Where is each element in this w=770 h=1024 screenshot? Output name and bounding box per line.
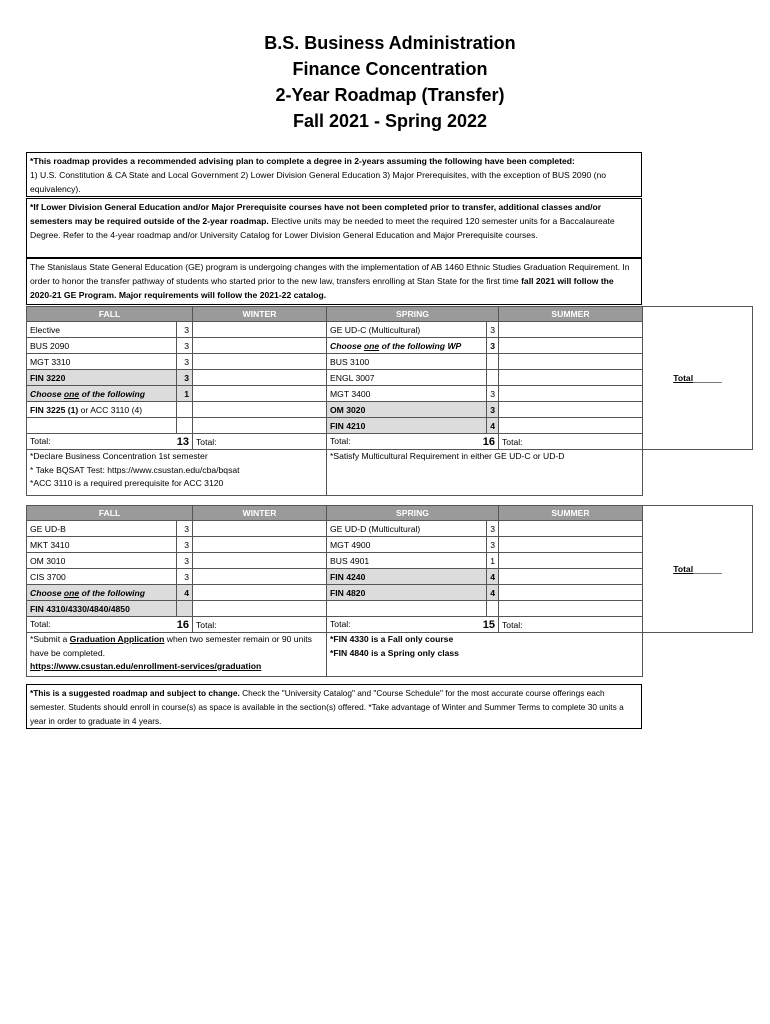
note3-text: The Stanislaus State General Education (GE) program is undergoing changes with the implementation of AB 1460 Ethnic Studies Graduation Requirement. In order to honor the transfer pathway of students who started prior to the new law, transfers enrolling at Stan State for the first time (30, 262, 630, 286)
course-cell: MGT 3400 (327, 386, 487, 402)
course-cell: FIN 4210 (327, 418, 487, 434)
choose-one-text: one (63, 388, 80, 399)
graduation-application-link[interactable]: Graduation Application (69, 634, 165, 644)
course-cell: BUS 4901 (327, 553, 487, 569)
spring-total-value: 16 (482, 435, 495, 448)
acc3110-text: or ACC 3110 (4) (78, 404, 143, 415)
course-cell: MGT 4900 (327, 537, 487, 553)
header-summer: SUMMER (499, 307, 643, 322)
units-cell: 3 (177, 521, 193, 537)
units-cell: 3 (487, 322, 499, 338)
header-fall: FALL (27, 506, 193, 521)
units-cell: 3 (487, 521, 499, 537)
spring-total-value: 15 (482, 618, 495, 631)
footer-bold: *This is a suggested roadmap and subject to change. (30, 688, 240, 698)
year2-spring-note-2: *FIN 4840 is a Spring only class (330, 647, 459, 658)
course-cell: FIN 3220 (27, 370, 177, 386)
footer-text: Check the "University Catalog" and "Course Schedule" for the most accurate course offerings each semester. Students should enroll in course(s) as space is available in the section(s) offered. *Take advantage of Winter and Summer Terms to complete 30 units a year in order to graduate in 4 years. (30, 688, 624, 726)
title-line-1: B.S. Business Administration (264, 33, 516, 53)
header-summer: SUMMER (499, 506, 643, 521)
winter-cell (193, 585, 327, 601)
units-cell: 3 (487, 338, 499, 354)
choose-text: Choose (30, 587, 62, 598)
title-line-2: Finance Concentration (292, 59, 488, 79)
units-cell (177, 418, 193, 434)
year1-spring-note-1: *Satisfy Multicultural Requirement in either GE UD-C or UD-D (330, 451, 565, 461)
summer-cell (499, 386, 643, 402)
year1-fall-note-1: *Declare Business Concentration 1st semester (30, 451, 208, 461)
summer-cell (499, 601, 643, 617)
page-title (0, 30, 770, 134)
fall-total-value: 13 (176, 435, 189, 448)
summer-cell (499, 537, 643, 553)
winter-cell (193, 354, 327, 370)
spring-total-row (327, 617, 499, 633)
course-cell: BUS 2090 (27, 338, 177, 354)
year1-total-cell: Total______ (643, 307, 753, 450)
header-winter: WINTER (193, 506, 327, 521)
course-cell: MKT 3410 (27, 537, 177, 553)
choose-text: Choose (330, 340, 362, 351)
units-cell: 3 (177, 338, 193, 354)
units-cell: 3 (177, 537, 193, 553)
title-line-4: Fall 2021 - Spring 2022 (292, 111, 488, 131)
year2-spring-note-1: *FIN 4330 is a Fall only course (330, 634, 454, 644)
units-cell (487, 601, 499, 617)
summer-cell (499, 354, 643, 370)
year2-table (26, 505, 753, 677)
summer-cell (499, 402, 643, 418)
note-prerequisites (26, 152, 642, 197)
fin3225-text: FIN 3225 (1) (30, 404, 79, 415)
course-cell: GE UD-C (Multicultural) (327, 322, 487, 338)
winter-cell (193, 553, 327, 569)
spring-total-label: Total: (330, 618, 351, 629)
choose-one-text: one (63, 587, 80, 598)
winter-cell (193, 402, 327, 418)
year2-total-cell: Total______ (643, 506, 753, 633)
course-cell: FIN 4240 (327, 569, 487, 585)
fall-total-value: 16 (176, 618, 189, 631)
note-additional-classes (26, 198, 642, 258)
note3-bold: fall 2021 will follow the 2020-21 GE Program. Major requirements will follow the 2021-22 catalog. (30, 276, 614, 300)
note2-bold: *If Lower Division General Education and/or Major Prerequisite courses have not been completed prior to transfer, additional classes and/or semesters may be required outside of the 2-year roadmap. (30, 202, 602, 226)
course-cell: ENGL 3007 (327, 370, 487, 386)
units-cell: 3 (177, 553, 193, 569)
units-cell: 3 (487, 386, 499, 402)
units-cell (487, 370, 499, 386)
units-cell: 3 (177, 354, 193, 370)
year2-total-label: Total (673, 564, 694, 574)
units-cell: 3 (177, 569, 193, 585)
course-cell: Elective (27, 322, 177, 338)
spring-total-label: Total: (330, 435, 351, 446)
year1-spring-notes (327, 450, 643, 496)
year1-fall-notes (27, 450, 327, 496)
units-cell: 4 (487, 585, 499, 601)
year1-fall-note-2: * Take BQSAT Test: https://www.csustan.edu/cba/bqsat (30, 464, 240, 475)
note-ge-program (26, 258, 642, 305)
course-cell: FIN 4310/4330/4840/4850 (27, 601, 177, 617)
footer-note (26, 684, 642, 729)
summer-total-label: Total: (499, 617, 643, 633)
year1-total-label: Total (673, 373, 694, 383)
choose-one-text: one (363, 340, 380, 351)
summer-cell (499, 585, 643, 601)
note1-text: 1) U.S. Constitution & CA State and Local Government 2) Lower Division General Education 3) Major Prerequisites, with the exception of BUS 2090 (no equivalency). (30, 170, 607, 194)
title-line-3: 2-Year Roadmap (Transfer) (275, 85, 505, 105)
choose-rest-text: of the following (79, 587, 146, 598)
winter-cell (193, 418, 327, 434)
fall-total-label: Total: (30, 618, 51, 629)
year2-fall-notes (27, 633, 327, 677)
winter-cell (193, 386, 327, 402)
summer-cell (499, 338, 643, 354)
choose-rest-text: of the following WP (379, 340, 462, 351)
winter-cell (193, 537, 327, 553)
units-cell: 3 (487, 402, 499, 418)
summer-cell (499, 370, 643, 386)
units-cell: 4 (177, 585, 193, 601)
course-cell: CIS 3700 (27, 569, 177, 585)
course-cell: MGT 3310 (27, 354, 177, 370)
units-cell: 1 (487, 553, 499, 569)
header-spring: SPRING (327, 506, 499, 521)
fall-total-label: Total: (30, 435, 51, 446)
winter-total-label: Total: (193, 617, 327, 633)
grad-note-post: when two semester remain or 90 units have be completed. (30, 634, 312, 658)
units-cell: 4 (487, 569, 499, 585)
course-cell: GE UD-D (Multicultural) (327, 521, 487, 537)
units-cell (177, 402, 193, 418)
course-cell (27, 386, 177, 402)
course-cell (327, 601, 487, 617)
summer-cell (499, 521, 643, 537)
course-cell: GE UD-B (27, 521, 177, 537)
summer-cell (499, 418, 643, 434)
year1-fall-note-3: *ACC 3110 is a required prerequisite for ACC 3120 (30, 478, 224, 488)
fall-total-row (27, 617, 193, 633)
course-cell: FIN 4820 (327, 585, 487, 601)
summer-total-label: Total: (499, 434, 643, 450)
header-fall: FALL (27, 307, 193, 322)
winter-cell (193, 521, 327, 537)
course-cell: OM 3020 (327, 402, 487, 418)
header-spring: SPRING (327, 307, 499, 322)
winter-cell (193, 370, 327, 386)
spring-total-row (327, 434, 499, 450)
graduation-url-link[interactable]: https://www.csustan.edu/enrollment-services/graduation (30, 661, 262, 671)
course-cell (27, 585, 177, 601)
header-winter: WINTER (193, 307, 327, 322)
choose-text: Choose (30, 388, 62, 399)
units-cell: 4 (487, 418, 499, 434)
units-cell: 3 (177, 322, 193, 338)
course-cell: BUS 3100 (327, 354, 487, 370)
course-cell (27, 402, 177, 418)
summer-cell (499, 553, 643, 569)
winter-cell (193, 569, 327, 585)
fall-total-row (27, 434, 193, 450)
units-cell: 3 (487, 537, 499, 553)
grad-note-pre: *Submit a (30, 634, 70, 644)
units-cell: 3 (177, 370, 193, 386)
choose-rest-text: of the following (79, 388, 146, 399)
units-cell: 1 (177, 386, 193, 402)
winter-cell (193, 601, 327, 617)
year1-table (26, 306, 753, 496)
winter-cell (193, 338, 327, 354)
units-cell (487, 354, 499, 370)
winter-total-label: Total: (193, 434, 327, 450)
note1-bold: *This roadmap provides a recommended advising plan to complete a degree in 2-years assuming the following have been completed: (30, 156, 575, 166)
course-cell (327, 338, 487, 354)
units-cell (177, 601, 193, 617)
course-cell: OM 3010 (27, 553, 177, 569)
summer-cell (499, 569, 643, 585)
note2-text: Elective units may be needed to meet the required 120 semester units for a Baccalaureate Degree. Refer to the 4-year roadmap and/or University Catalog for Lower Division General Education and Major Prerequisite courses. (30, 216, 615, 240)
summer-cell (499, 322, 643, 338)
winter-cell (193, 322, 327, 338)
year2-spring-notes (327, 633, 643, 677)
course-cell (27, 418, 177, 434)
